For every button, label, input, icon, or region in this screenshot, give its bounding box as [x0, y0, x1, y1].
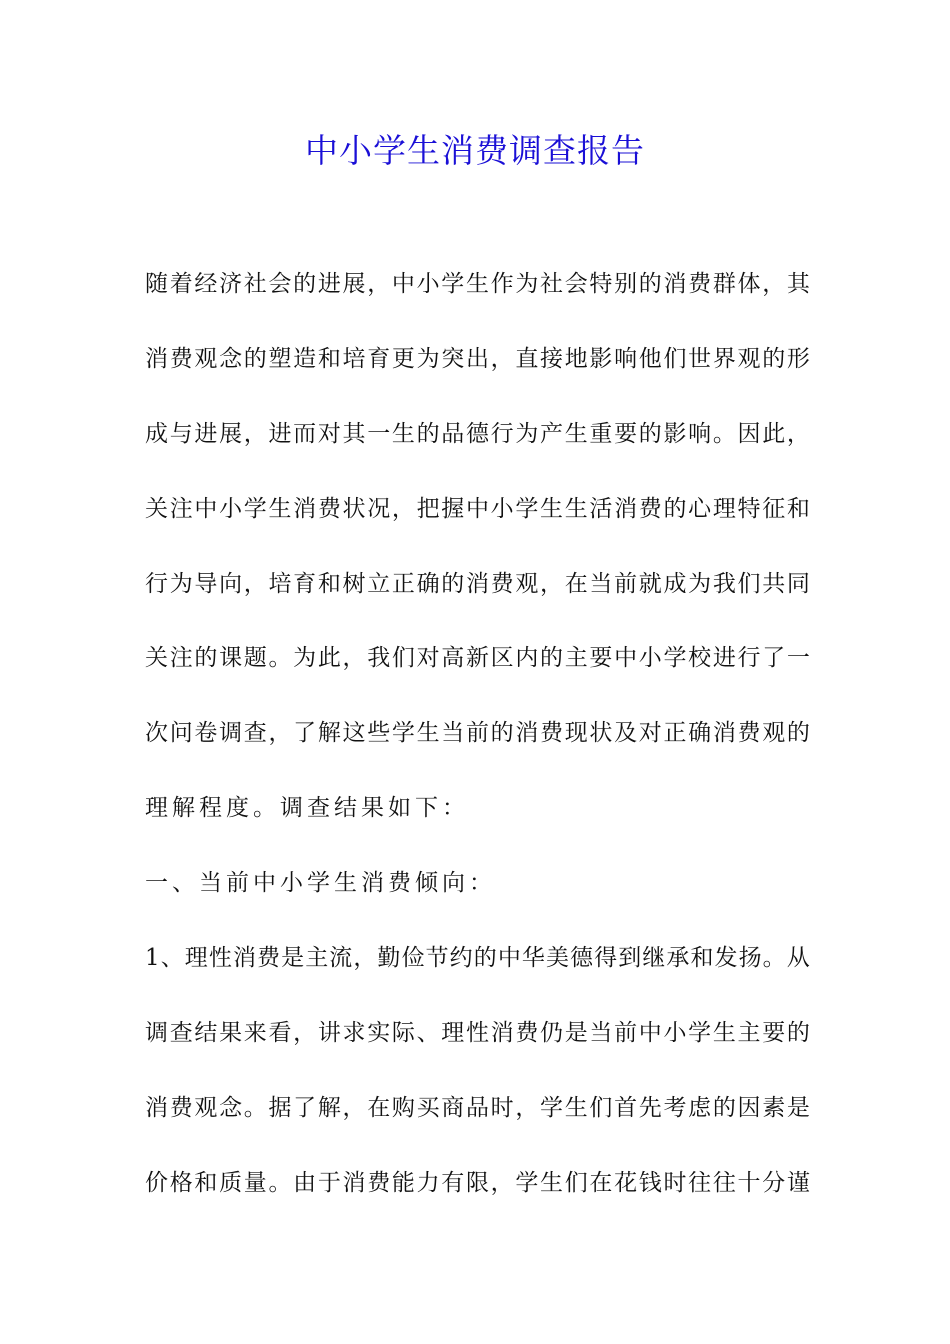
body-line: 消 费 观 念 的 塑 造 和 培 育 更 为 突 出 ， 直 接 地 影 响 他 们 世 界 观 的 形 [145, 346, 810, 372]
body-line: 1 、 理 性 消 费 是 主 流 ， 勤 俭 节 约 的 中 华 美 德 得 到 继 承 和 发 扬 。 从 [145, 945, 810, 971]
body-line: 关 注 的 课 题 。 为 此 ， 我 们 对 高 新 区 内 的 主 要 中 小 学 校 进 行 了 一 [145, 645, 810, 671]
section-heading: 一、当前中小学生消费倾向： [145, 870, 496, 896]
body-line: 成 与 进 展 ， 进 而 对 其 一 生 的 品 德 行 为 产 生 重 要 的 影 响 。 因 此 ， [145, 421, 810, 447]
body-line: 消 费 观 念 。 据 了 解 ， 在 购 买 商 品 时 ， 学 生 们 首 先 考 虑 的 因 素 是 [145, 1095, 810, 1121]
body-line: 行 为 导 向 ， 培 育 和 树 立 正 确 的 消 费 观 ， 在 当 前 就 成 为 我 们 共 同 [145, 571, 810, 597]
body-line: 关 注 中 小 学 生 消 费 状 况 ， 把 握 中 小 学 生 生 活 消 费 的 心 理 特 征 和 [145, 496, 810, 522]
body-line: 随 着 经 济 社 会 的 进 展 ， 中 小 学 生 作 为 社 会 特 别 的 消 费 群 体 ， 其 [145, 271, 810, 297]
body-line: 价 格 和 质 量 。 由 于 消 费 能 力 有 限 ， 学 生 们 在 花 钱 时 往 往 十 分 谨 [145, 1170, 810, 1196]
body-line: 次 问 卷 调 查 ， 了 解 这 些 学 生 当 前 的 消 费 现 状 及 对 正 确 消 费 观 的 [145, 720, 810, 746]
body-line: 理解程度。调查结果如下： [145, 795, 469, 821]
page-title: 中小学生消费调查报告 [305, 131, 645, 170]
body-line: 调 查 结 果 来 看 ， 讲 求 实 际 、 理 性 消 费 仍 是 当 前 中 小 学 生 主 要 的 [145, 1020, 810, 1046]
